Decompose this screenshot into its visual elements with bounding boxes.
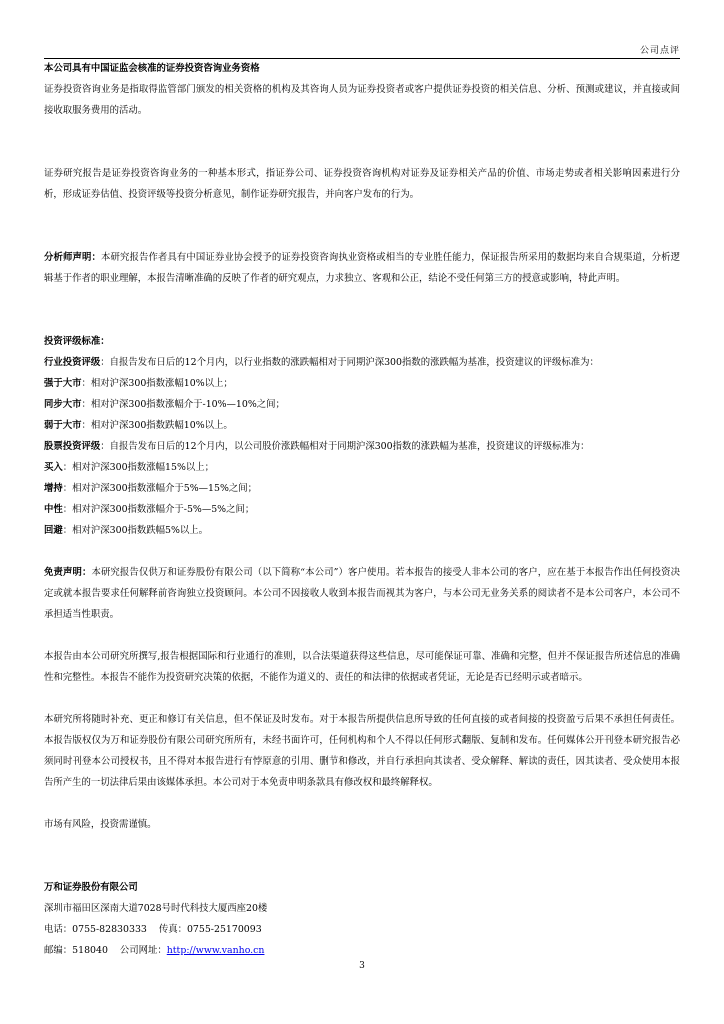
analyst-label: 分析师声明： bbox=[44, 252, 101, 263]
analyst-text: 本研究报告作者具有中国证券业协会授予的证券投资咨询执业资格或相当的专业胜任能力，保证报告所采用的数据均来自合规渠道，分析逻辑基于作者的职业理解，本报告清晰准确的反映了作者的研究观点，力求独立、客观和公正，结论不受任何第三方的授意或影响，特此声明。 bbox=[44, 252, 680, 284]
rating-item-label: 强于大市 bbox=[44, 378, 82, 389]
qualification-paragraph-2: 证券研究报告是证券投资咨询业务的一种基本形式，指证券公司、证券投资咨询机构对证券及证券相关产品的价值、市场走势或者相关影响因素进行分析，形成证券估值、投资评级等投资分析意见，制作证券研究报告，并向客户发布的行为。 bbox=[44, 168, 680, 200]
rating-item-text: ：相对沪深300指数涨幅介于-5%—5%之间； bbox=[62, 504, 255, 515]
header-label: 公司点评 bbox=[639, 46, 680, 56]
rating-item-label: 弱于大市 bbox=[44, 420, 82, 431]
website-label: 公司网址： bbox=[119, 945, 167, 956]
industry-rating-label: 行业投资评级 bbox=[44, 357, 101, 368]
page-header bbox=[44, 40, 680, 59]
industry-rating-item bbox=[44, 415, 680, 436]
company-web bbox=[44, 940, 680, 961]
phone-value: 0755-82830333 bbox=[72, 924, 147, 935]
rating-item-text: ：相对沪深300指数跌幅5%以上。 bbox=[62, 525, 209, 536]
industry-rating-text: ：自报告发布日后的12个月内，以行业指数的涨跌幅相对于同期沪深300指数的涨跌幅为基准，投资建议的评级标准为： bbox=[100, 357, 599, 368]
disclaimer-label: 免责声明： bbox=[44, 567, 92, 578]
rating-item-text: ：相对沪深300指数涨幅10%以上； bbox=[81, 378, 233, 389]
rating-item-label: 回避 bbox=[44, 525, 63, 536]
qualification-paragraph-1: 证券投资咨询业务是指取得监管部门颁发的相关资格的机构及其咨询人员为证券投资者或客户提供证券投资的相关信息、分析、预测或建议，并直接或间接收取服务费用的活动。 bbox=[44, 84, 680, 116]
stock-rating-text: ：自报告发布日后的12个月内，以公司股价涨跌幅相对于同期沪深300指数的涨跌幅为基准，投资建议的评级标准为： bbox=[100, 441, 590, 452]
disclaimer-paragraph-2: 本报告由本公司研究所撰写,报告根据国际和行业通行的准则，以合法渠道获得这些信息，尽可能保证可靠、准确和完整，但并不保证报告所述信息的准确性和完整性。本报告不能作为投资研究决策的依据，不能作为道义的、责任的和法律的依据或者凭证，无论是否已经明示或者暗示。 bbox=[44, 651, 680, 683]
rating-item-label: 增持 bbox=[44, 483, 63, 494]
rating-item-text: ：相对沪深300指数涨幅15%以上； bbox=[62, 462, 214, 473]
stock-rating-item bbox=[44, 457, 680, 478]
company-name: 万和证券股份有限公司 bbox=[44, 882, 138, 893]
stock-rating-item bbox=[44, 478, 680, 499]
zip-value: 518040 bbox=[72, 945, 108, 956]
website-link[interactable]: http://www.vanho.cn bbox=[166, 945, 265, 956]
rating-title: 投资评级标准： bbox=[44, 336, 110, 347]
disclaimer-paragraph-3: 本研究所将随时补充、更正和修订有关信息，但不保证及时发布。对于本报告所提供信息所导致的任何直接的或者间接的投资盈亏后果不承担任何责任。本报告版权仅为万和证券股份有限公司研究所所有，未经书面许可，任何机构和个人不得以任何形式翻版、复制和发布。任何媒体公开刊登本研究报告必须同时刊登本公司授权书，且不得对本报告进行有悖原意的引用、删节和修改，并自行承担向其读者、受众解释、解读的责任，因其读者、受众使用本报告所产生的一切法律后果由该媒体承担。本公司对于本免责申明条款具有修改权和最终解释权。 bbox=[44, 714, 680, 788]
qualification-title: 本公司具有中国证监会核准的证券投资咨询业务资格 bbox=[44, 63, 260, 74]
industry-rating-item bbox=[44, 373, 680, 394]
rating-item-label: 中性 bbox=[44, 504, 63, 515]
fax-value: 0755-25170093 bbox=[186, 924, 262, 935]
page-number: 3 bbox=[359, 961, 365, 971]
industry-rating-item bbox=[44, 394, 680, 415]
rating-item-label: 买入 bbox=[44, 462, 63, 473]
fax-label: 传真： bbox=[158, 924, 187, 935]
stock-rating-label: 股票投资评级 bbox=[44, 441, 101, 452]
zip-label: 邮编： bbox=[44, 945, 73, 956]
disclaimer-text: 本研究报告仅供万和证券股份有限公司（以下简称“本公司”）客户使用。若本报告的接受人非本公司的客户，应在基于本报告作出任何投资决定或就本报告要求任何解释前咨询独立投资顾问。本公司不因接收人收到本报告而视其为客户，与本公司无业务关系的阅读者不是本公司客户，本公司不承担适当性职责。 bbox=[44, 567, 680, 620]
rating-item-text: ：相对沪深300指数跌幅10%以上。 bbox=[81, 420, 233, 431]
rating-item-label: 同步大市 bbox=[44, 399, 82, 410]
company-address: 深圳市福田区深南大道7028号时代科技大厦西座20楼 bbox=[44, 903, 268, 914]
company-contact bbox=[44, 919, 680, 940]
rating-item-text: ：相对沪深300指数涨幅介于-10%—10%之间； bbox=[81, 399, 285, 410]
rating-item-text: ：相对沪深300指数涨幅介于5%—15%之间； bbox=[62, 483, 257, 494]
risk-warning: 市场有风险，投资需谨慎。 bbox=[44, 819, 157, 830]
stock-rating bbox=[44, 436, 680, 457]
analyst-statement bbox=[44, 247, 680, 289]
stock-rating-item bbox=[44, 499, 680, 520]
stock-rating-item bbox=[44, 520, 680, 541]
phone-label: 电话： bbox=[44, 924, 73, 935]
document-body bbox=[44, 58, 680, 961]
industry-rating bbox=[44, 352, 680, 373]
disclaimer-paragraph-1 bbox=[44, 562, 680, 625]
